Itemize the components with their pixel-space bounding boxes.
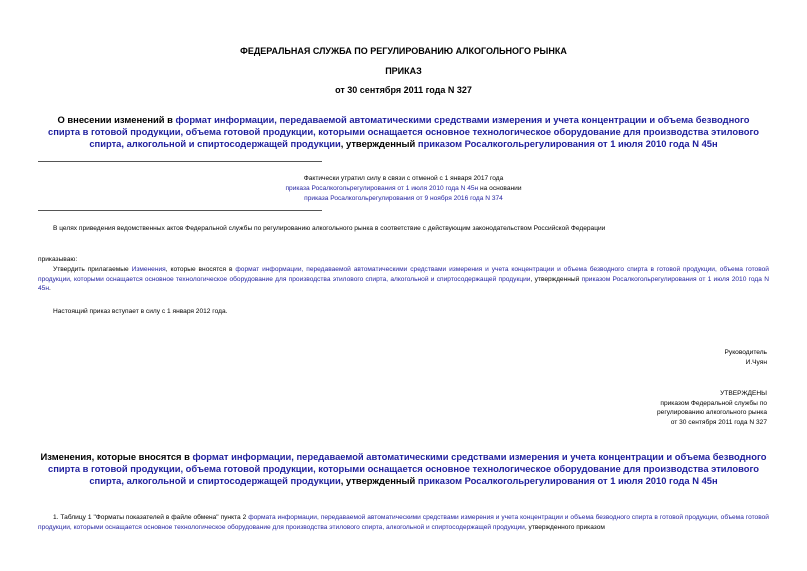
agency-heading: ФЕДЕРАЛЬНАЯ СЛУЖБА ПО РЕГУЛИРОВАНИЮ АЛКОГОЛЬНОГО РЫНКА <box>240 46 567 56</box>
approved-label: УТВЕРЖДЕНЫ <box>720 390 767 397</box>
approval-stamp <box>657 389 767 427</box>
approved-line2: регулированию алкогольного рынка <box>657 409 767 416</box>
change1-format-link[interactable]: формата информации, передаваемой автоматическими средствами измерения и учета концентрации и объема безводного спирта в готовой продукции, объема готовой продукции, которыми оснащается основное технологическое оборудование для производства этилового спирта, алкогольной и спиртосодержащей продукции <box>38 514 769 531</box>
changes-heading <box>38 451 769 487</box>
item1-mid1: , которые вносятся в <box>165 266 236 273</box>
change1-prefix: 1. Таблицу 1 "Форматы показателей в файле обмена" пункта 2 <box>53 514 249 521</box>
title-prefix: О внесении изменений в <box>57 114 176 125</box>
order-title <box>48 114 759 150</box>
changes-middle: , утвержденный <box>340 475 418 486</box>
item1-format-link[interactable]: формат информации, передаваемой автоматическими средствами измерения и учета концентрации и объема безводного спирта в готовой продукции, объема готовой продукции, которыми оснащается основное технологическое оборудование для производства этилового спирта, алкогольной и спиртосодержащей продукции <box>38 266 769 283</box>
title-format-link[interactable]: формат информации, передаваемой автоматическими средствами измерения и учета концентрации и объема безводного спирта в готовой продукции, объема готовой продукции, которыми оснащается основное технологическое оборудование для производства этилового спирта, алкогольной и спиртосодержащей продукции <box>48 114 759 149</box>
approved-line3: от 30 сентября 2011 года N 327 <box>670 418 767 426</box>
changes-format-link[interactable]: формат информации, передаваемой автоматическими средствами измерения и учета концентрации и объема безводного спирта в готовой продукции, объема готовой продукции, которыми оснащается основное технологическое оборудование для производства этилового спирта, алкогольной и спиртосодержащей продукции <box>48 451 767 486</box>
note-line1: Фактически утратил силу в связи с отменой с 1 января 2017 года <box>303 175 504 182</box>
note-line2-suffix: на основании <box>478 185 522 192</box>
change1-suffix: , утвержденного приказом <box>524 523 605 531</box>
item1-changes-link[interactable]: Изменения <box>131 266 166 273</box>
item1-mid2: , утвержденный <box>530 275 582 283</box>
change1-paragraph <box>38 513 769 532</box>
note-line3 <box>38 194 769 204</box>
item1-end: . <box>48 285 51 292</box>
item2-paragraph: Настоящий приказ вступает в силу с 1 января 2012 года. <box>53 308 228 315</box>
signature-block <box>725 348 767 368</box>
changes-order-link[interactable]: приказом Росалкогольрегулирования от 1 июля 2010 года N 45н <box>417 475 718 486</box>
item1-paragraph <box>38 265 769 294</box>
signature-position: Руководитель <box>724 349 767 356</box>
title-middle: , утвержденный <box>340 138 418 149</box>
signature-name: И.Чуян <box>745 359 767 366</box>
item1-order-link[interactable]: приказом Росалкогольрегулирования от 1 июля 2010 года N 45н <box>38 275 769 292</box>
preamble-paragraph: В целях приведения ведомственных актов Федеральной службы по регулированию алкогольного рынка в соответствие с действующим законодательством Российской Федерации <box>53 225 606 232</box>
title-order-link[interactable]: приказом Росалкогольрегулирования от 1 июля 2010 года N 45н <box>417 138 718 149</box>
doc-type-heading: ПРИКАЗ <box>385 66 422 76</box>
divider-bottom <box>38 210 322 211</box>
note-line2 <box>38 184 769 194</box>
approved-line1: приказом Федеральной службы по <box>660 399 767 407</box>
order-word: приказываю: <box>38 256 78 263</box>
date-number-heading: от 30 сентября 2011 года N 327 <box>335 85 472 95</box>
status-note <box>38 174 769 204</box>
changes-prefix: Изменения, которые вносятся в <box>40 451 193 462</box>
item1-prefix: Утвердить прилагаемые <box>53 266 132 273</box>
note-link-374[interactable]: приказа Росалкогольрегулирования от 9 ноября 2016 года N 374 <box>304 195 503 202</box>
divider-top <box>38 161 322 162</box>
note-link-45n[interactable]: приказа Росалкогольрегулирования от 1 июля 2010 года N 45н <box>285 185 479 192</box>
